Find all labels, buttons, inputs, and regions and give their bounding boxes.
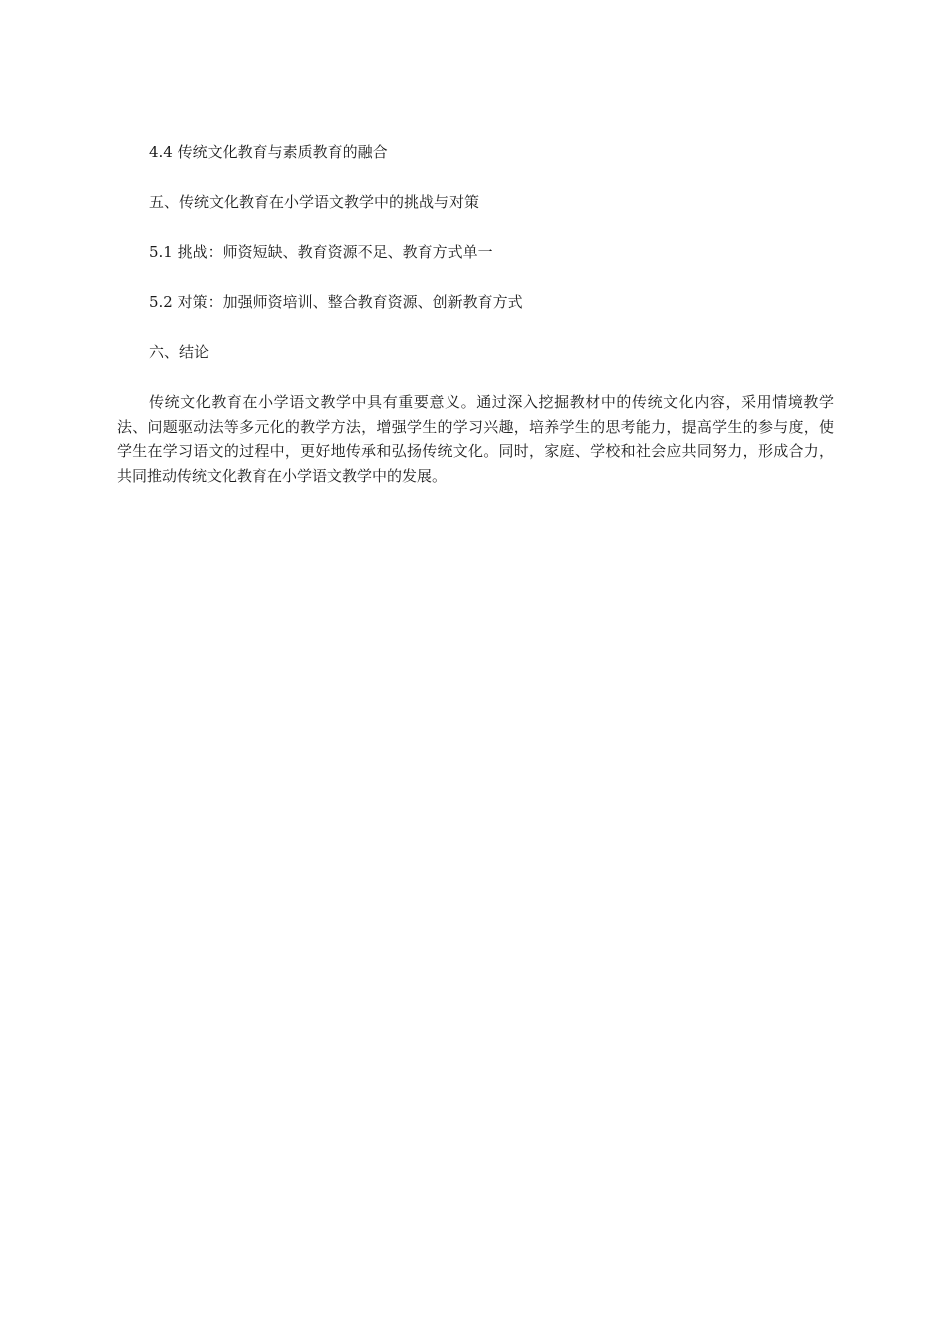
section-heading-4-4: 4.4 传统文化教育与素质教育的融合 (149, 143, 388, 161)
conclusion-paragraph: 传统文化教育在小学语文教学中具有重要意义。通过深入挖掘教材中的传统文化内容，采用情境教学法、问题驱动法等多元化的教学方法，增强学生的学习兴趣，培养学生的思考能力，提高学生的参与度，使学生在学习语文的过程中，更好地传承和弘扬传统文化。同时，家庭、学校和社会应共同努力，形成合力，共同推动传统文化教育在小学语文教学中的发展。 (117, 393, 834, 485)
section-heading-5-1: 5.1 挑战：师资短缺、教育资源不足、教育方式单一 (149, 243, 493, 261)
section-heading-5: 五、传统文化教育在小学语文教学中的挑战与对策 (149, 193, 480, 211)
document-content (117, 140, 834, 488)
section-heading-6: 六、结论 (149, 343, 210, 361)
section-heading-5-2: 5.2 对策：加强师资培训、整合教育资源、创新教育方式 (149, 293, 523, 311)
